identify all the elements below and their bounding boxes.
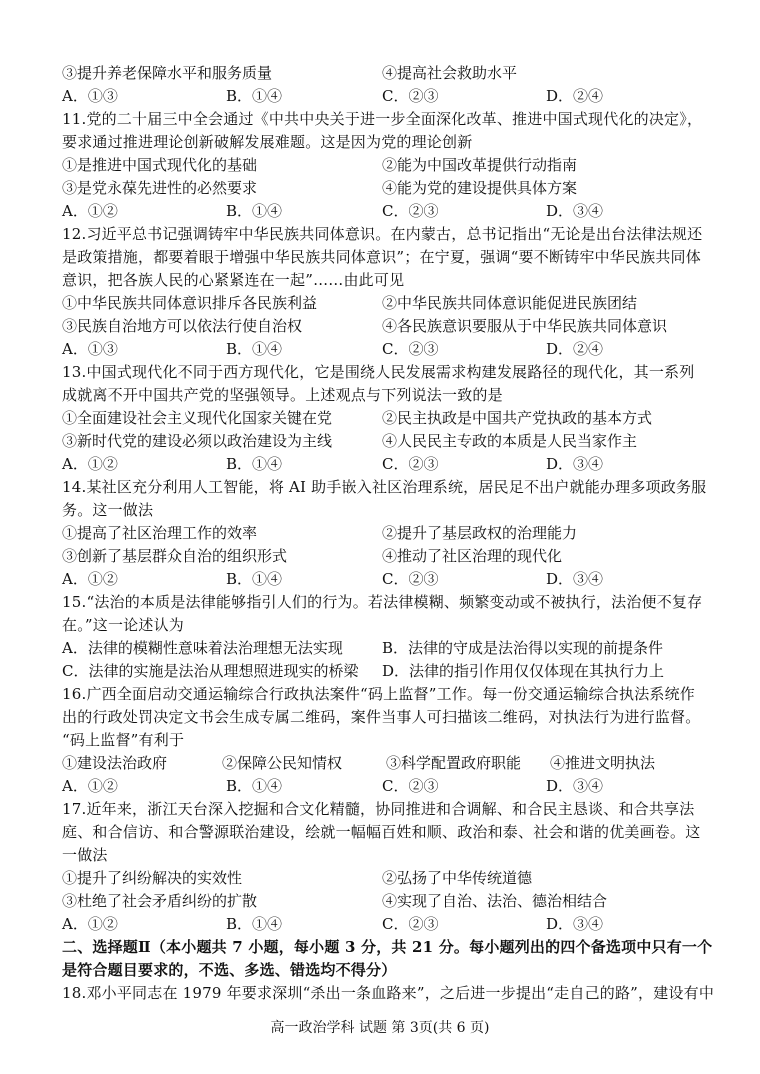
q15-option-c: C．法律的实施是法治从理想照进现实的桥梁 bbox=[62, 662, 359, 680]
q13-options-row-2 bbox=[62, 430, 702, 453]
q16-choice-d: D．③④ bbox=[546, 777, 604, 795]
q11-option-4: ④能为党的建设提供具体方案 bbox=[382, 179, 578, 197]
q10-choices bbox=[62, 85, 702, 108]
q12-option-3: ③民族自治地方可以依法行使自治权 bbox=[62, 317, 303, 335]
q17-stem-line-3: 一做法 bbox=[62, 846, 108, 864]
q12-stem-line-1: 12.习近平总书记强调铸牢中华民族共同体意识。在内蒙古，总书记指出“无论是出台法律法规还 bbox=[62, 225, 703, 243]
q12-option-1: ①中华民族共同体意识排斥各民族利益 bbox=[62, 294, 318, 312]
q12-options-row-2 bbox=[62, 315, 702, 338]
q13-choices bbox=[62, 453, 702, 476]
q16-option-4: ④推进文明执法 bbox=[550, 754, 656, 772]
q13-option-2: ②民主执政是中国共产党执政的基本方式 bbox=[382, 409, 653, 427]
q17-choice-b: B．①④ bbox=[226, 915, 283, 933]
q16-choice-c: C．②③ bbox=[382, 777, 439, 795]
q14-option-3: ③创新了基层群众自治的组织形式 bbox=[62, 547, 288, 565]
q16-choice-a: A．①② bbox=[62, 777, 118, 795]
q12-choices bbox=[62, 338, 702, 361]
q10-choice-d: D．②④ bbox=[546, 87, 604, 105]
q15-option-b: B．法律的守成是法治得以实现的前提条件 bbox=[382, 639, 664, 657]
q13-option-3: ③新时代党的建设必须以政治建设为主线 bbox=[62, 432, 333, 450]
q16-choices bbox=[62, 775, 702, 798]
q14-options-row-2 bbox=[62, 545, 702, 568]
q11-option-3: ③是党永葆先进性的必然要求 bbox=[62, 179, 258, 197]
q11-choice-c: C．②③ bbox=[382, 202, 439, 220]
q10-option-4: ④提高社会救助水平 bbox=[382, 64, 518, 82]
q11-choice-a: A．①② bbox=[62, 202, 118, 220]
q14-stem-line-1: 14.某社区充分利用人工智能，将 AI 助手嵌入社区治理系统，居民足不出户就能办理多项政务服 bbox=[62, 478, 707, 496]
q11-stem-line-2: 要求通过推进理论创新破解发展难题。这是因为党的理论创新 bbox=[62, 133, 473, 151]
q17-option-4: ④实现了自治、法治、德治相结合 bbox=[382, 892, 608, 910]
q16-stem-line-2: 出的行政处罚决定文书会生成专属二维码，案件当事人可扫描该二维码，对执法行为进行监督。 bbox=[62, 708, 701, 726]
q10-choice-b: B．①④ bbox=[226, 87, 283, 105]
q13-choice-a: A．①② bbox=[62, 455, 118, 473]
q15-options-row-2 bbox=[62, 660, 702, 683]
q14-choice-a: A．①② bbox=[62, 570, 118, 588]
q14-choice-d: D．③④ bbox=[546, 570, 604, 588]
q14-stem-line-2: 务。这一做法 bbox=[62, 501, 154, 519]
q14-choices bbox=[62, 568, 702, 591]
q12-choice-a: A．①③ bbox=[62, 340, 118, 358]
q18-stem-line-1: 18.邓小平同志在 1979 年要求深圳“杀出一条血路来”，之后进一步提出“走自己的路”，建设有中 bbox=[62, 984, 715, 1002]
q17-option-3: ③杜绝了社会矛盾纠纷的扩散 bbox=[62, 892, 258, 910]
q12-options-row-1 bbox=[62, 292, 702, 315]
exam-page bbox=[62, 62, 715, 1005]
q16-stem-line-1: 16.广西全面启动交通运输综合行政执法案件“码上监督”工作。每一份交通运输综合执法系统作 bbox=[62, 685, 695, 703]
q12-choice-c: C．②③ bbox=[382, 340, 439, 358]
q10-choice-c: C．②③ bbox=[382, 87, 439, 105]
q16-stem-line-3: “码上监督”有利于 bbox=[62, 731, 185, 749]
q15-stem-line-1: 15.“法治的本质是法律能够指引人们的行为。若法律模糊、频繁变动或不被执行，法治便不复存 bbox=[62, 593, 703, 611]
q13-option-4: ④人民民主专政的本质是人民当家作主 bbox=[382, 432, 638, 450]
q11-option-1: ①是推进中国式现代化的基础 bbox=[62, 156, 258, 174]
q12-stem-line-3: 意识，把各族人民的心紧紧连在一起”……由此可见 bbox=[62, 271, 405, 289]
q13-choice-c: C．②③ bbox=[382, 455, 439, 473]
q13-options-row-1 bbox=[62, 407, 702, 430]
q16-option-2: ②保障公民知情权 bbox=[222, 754, 343, 772]
section2-heading-line-1: 二、选择题Ⅱ（本小题共 7 小题，每小题 3 分，共 21 分。每小题列出的四个备选项中只有一个 bbox=[62, 938, 713, 956]
q10-options-row bbox=[62, 62, 702, 85]
q14-options-row-1 bbox=[62, 522, 702, 545]
q13-stem-line-1: 13.中国式现代化不同于西方现代化，它是围绕人民发展需求构建发展路径的现代化，其一系列 bbox=[62, 363, 695, 381]
q17-choice-c: C．②③ bbox=[382, 915, 439, 933]
q14-choice-b: B．①④ bbox=[226, 570, 283, 588]
q17-choice-a: A．①② bbox=[62, 915, 118, 933]
q12-choice-b: B．①④ bbox=[226, 340, 283, 358]
q12-option-4: ④各民族意识要服从于中华民族共同体意识 bbox=[382, 317, 668, 335]
q13-choice-d: D．③④ bbox=[546, 455, 604, 473]
q16-option-1: ①建设法治政府 bbox=[62, 754, 168, 772]
q17-stem-line-2: 庭、和合信访、和合警源联治建设，绘就一幅幅百姓和顺、政治和泰、社会和谐的优美画卷。这 bbox=[62, 823, 701, 841]
q15-options-row-1 bbox=[62, 637, 702, 660]
q13-option-1: ①全面建设社会主义现代化国家关键在党 bbox=[62, 409, 333, 427]
page-footer: 高一政治学科 试题 第 3页(共 6 页) bbox=[270, 1020, 490, 1036]
q14-choice-c: C．②③ bbox=[382, 570, 439, 588]
q17-options-row-2 bbox=[62, 890, 702, 913]
q16-options-row bbox=[62, 752, 702, 775]
q10-choice-a: A．①③ bbox=[62, 87, 118, 105]
q12-stem-line-2: 是政策措施，都要着眼于增强中华民族共同体意识”；在宁夏，强调“要不断铸牢中华民族共同体 bbox=[62, 248, 701, 266]
q15-stem-line-2: 在。”这一论述认为 bbox=[62, 616, 184, 634]
q16-option-3: ③科学配置政府职能 bbox=[386, 754, 522, 772]
q13-stem-line-2: 成就离不开中国共产党的坚强领导。上述观点与下列说法一致的是 bbox=[62, 386, 503, 404]
q11-options-row-2 bbox=[62, 177, 702, 200]
q14-option-1: ①提高了社区治理工作的效率 bbox=[62, 524, 258, 542]
q11-option-2: ②能为中国改革提供行动指南 bbox=[382, 156, 578, 174]
q12-option-2: ②中华民族共同体意识能促进民族团结 bbox=[382, 294, 638, 312]
q11-choices bbox=[62, 200, 702, 223]
q11-choice-b: B．①④ bbox=[226, 202, 283, 220]
q17-choice-d: D．③④ bbox=[546, 915, 604, 933]
q17-option-1: ①提升了纠纷解决的实效性 bbox=[62, 869, 243, 887]
q17-option-2: ②弘扬了中华传统道德 bbox=[382, 869, 533, 887]
q17-choices bbox=[62, 913, 702, 936]
q17-options-row-1 bbox=[62, 867, 702, 890]
q15-option-d: D．法律的指引作用仅仅体现在其执行力上 bbox=[382, 662, 665, 680]
q12-choice-d: D．②④ bbox=[546, 340, 604, 358]
q11-options-row-1 bbox=[62, 154, 702, 177]
q14-option-4: ④推动了社区治理的现代化 bbox=[382, 547, 563, 565]
q10-option-3: ③提升养老保障水平和服务质量 bbox=[62, 64, 273, 82]
q13-choice-b: B．①④ bbox=[226, 455, 283, 473]
q15-option-a: A．法律的模糊性意味着法治理想无法实现 bbox=[62, 639, 343, 657]
section2-heading-line-2: 是符合题目要求的，不选、多选、错选均不得分） bbox=[62, 961, 397, 979]
q11-choice-d: D．③④ bbox=[546, 202, 604, 220]
q16-choice-b: B．①④ bbox=[226, 777, 283, 795]
q11-stem-line-1: 11.党的二十届三中全会通过《中共中央关于进一步全面深化改革、推进中国式现代化的决定》， bbox=[62, 110, 703, 128]
q14-option-2: ②提升了基层政权的治理能力 bbox=[382, 524, 578, 542]
q17-stem-line-1: 17.近年来，浙江天台深入挖掘和合文化精髓，协同推进和合调解、和合民主恳谈、和合共享法 bbox=[62, 800, 695, 818]
